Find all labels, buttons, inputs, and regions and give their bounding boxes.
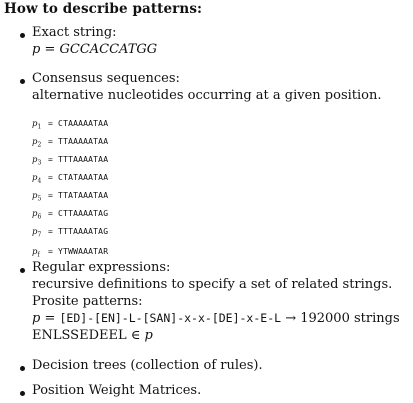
consensus-row-subscript: 1 bbox=[37, 123, 42, 131]
equals-sign: = bbox=[44, 311, 60, 326]
consensus-row bbox=[32, 111, 109, 131]
consensus-row-subscript: 2 bbox=[37, 141, 42, 149]
consensus-row-subscript: 7 bbox=[37, 231, 42, 239]
consensus-row-symbol: p bbox=[32, 155, 38, 165]
bullet-dot bbox=[20, 33, 25, 38]
consensus-row-equals: = bbox=[48, 137, 59, 146]
consensus-row-label bbox=[32, 227, 48, 239]
prosite-lhs: p bbox=[32, 311, 41, 326]
consensus-row-equals: = bbox=[48, 191, 59, 200]
consensus-row bbox=[32, 183, 109, 203]
consensus-row-subscript: 6 bbox=[37, 213, 42, 221]
consensus-row-symbol: p bbox=[32, 137, 38, 147]
pwm-item: Position Weight Matrices. bbox=[32, 383, 202, 398]
consensus-row-symbol: p bbox=[32, 119, 38, 129]
member-symbol: ∈ bbox=[130, 328, 141, 343]
consensus-row-subscript: 3 bbox=[37, 159, 42, 167]
prosite-pattern: [ED]-[EN]-L-[SAN]-x-x-[DE]-x-E-L bbox=[59, 311, 282, 325]
consensus-row bbox=[32, 219, 109, 239]
consensus-row-subscript: 4 bbox=[37, 177, 42, 185]
consensus-row-equals: = bbox=[48, 119, 59, 128]
consensus-row-sequence: CTTAAAATAG bbox=[58, 209, 109, 218]
consensus-row-sequence: TTAAAAATAA bbox=[58, 137, 109, 146]
exact-title: Exact string: bbox=[32, 25, 117, 40]
prosite-title: Prosite patterns: bbox=[32, 294, 143, 309]
consensus-row-sequence: TTTAAAATAG bbox=[58, 227, 109, 236]
consensus-row-sequence: TTTAAAATAA bbox=[58, 155, 109, 164]
consensus-row-equals: = bbox=[48, 209, 59, 218]
bullet-dot bbox=[20, 268, 25, 273]
equals-sign: = bbox=[44, 42, 60, 57]
bullet-dot bbox=[20, 366, 25, 371]
consensus-row-symbol: p bbox=[32, 173, 38, 183]
prosite-formula bbox=[32, 311, 400, 326]
exact-lhs: p bbox=[32, 42, 41, 57]
member-rhs: p bbox=[144, 328, 153, 343]
bullet-dot bbox=[20, 391, 25, 396]
exact-rhs: GCCACCATGG bbox=[59, 42, 158, 57]
prosite-result: → 192000 strings bbox=[285, 311, 400, 326]
consensus-row bbox=[32, 129, 109, 149]
prosite-member bbox=[32, 328, 153, 343]
member-example: ENLSSEDEEL bbox=[32, 328, 127, 343]
consensus-row-symbol: p bbox=[32, 191, 38, 201]
consensus-row-label bbox=[32, 247, 48, 259]
consensus-row-sequence: YTWWAAATAR bbox=[58, 247, 109, 256]
consensus-row-equals: = bbox=[48, 173, 59, 182]
consensus-desc: alternative nucleotides occurring at a given position. bbox=[32, 88, 382, 103]
consensus-row-symbol: p bbox=[32, 227, 38, 237]
consensus-row-subscript: 5 bbox=[37, 195, 42, 203]
consensus-row-equals: = bbox=[48, 227, 59, 236]
regex-desc: recursive definitions to specify a set of related strings. bbox=[32, 277, 393, 292]
exact-formula bbox=[32, 42, 157, 57]
page-heading: How to describe patterns: bbox=[4, 1, 203, 17]
consensus-row-sequence: CTAAAAATAA bbox=[58, 119, 109, 128]
consensus-row bbox=[32, 239, 109, 259]
consensus-row-equals: = bbox=[48, 247, 59, 256]
consensus-title: Consensus sequences: bbox=[32, 71, 180, 86]
consensus-row-symbol: p bbox=[32, 247, 38, 257]
consensus-row-symbol: p bbox=[32, 209, 38, 219]
consensus-row bbox=[32, 165, 109, 185]
decision-trees-item: Decision trees (collection of rules). bbox=[32, 358, 263, 373]
consensus-row bbox=[32, 147, 109, 167]
consensus-row bbox=[32, 201, 109, 221]
consensus-row-sequence: CTATAAATAA bbox=[58, 173, 109, 182]
consensus-row-subscript: f bbox=[37, 251, 40, 259]
consensus-row-sequence: TTATAAATAA bbox=[58, 191, 109, 200]
consensus-row-equals: = bbox=[48, 155, 59, 164]
bullet-dot bbox=[20, 79, 25, 84]
regex-title: Regular expressions: bbox=[32, 260, 171, 275]
